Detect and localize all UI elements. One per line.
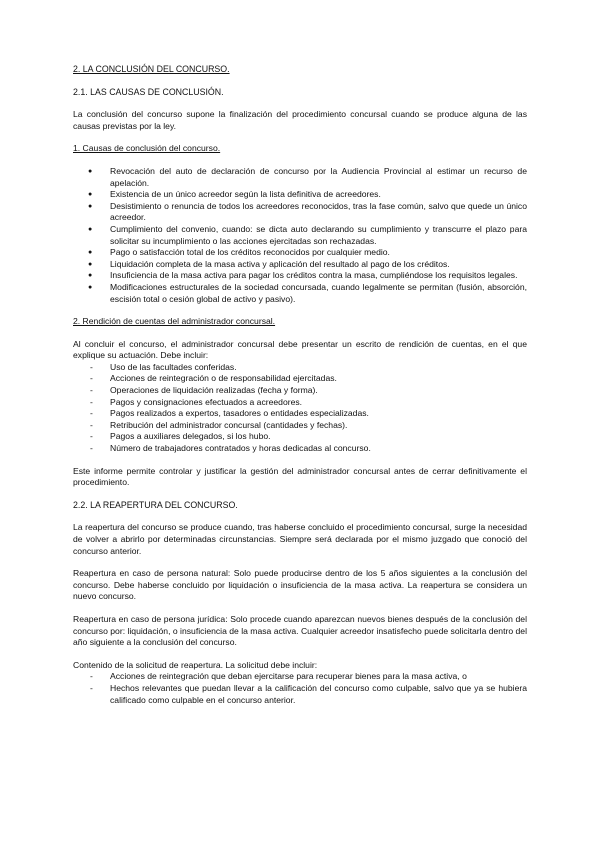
persona-natural-label: Reapertura en caso de persona natural: <box>73 568 231 579</box>
list-item: ● Existencia de un único acreedor según la lista definitiva de acreedores. <box>73 189 527 201</box>
persona-natural-paragraph <box>73 568 527 603</box>
list-item: ● Desistimiento o renuncia de todos los acreedores reconocidos, tras la fase común, salvo que quede un único acreedor. <box>73 201 527 224</box>
rendicion-heading: 2. Rendición de cuentas del administrador concursal. <box>73 316 276 327</box>
list-item: - Pagos a auxiliares delegados, si los hubo. <box>73 431 527 443</box>
list-item: ● Insuficiencia de la masa activa para pagar los créditos contra la masa, cumpliéndose los requisitos legales. <box>73 270 527 282</box>
list-item: ● Cumplimiento del convenio, cuando: se dicta auto declarando su cumplimiento y transcurre el plazo para solicitar su incumplimiento o las acciones ejercitadas son rechazadas. <box>73 224 527 247</box>
contenido-intro: Contenido de la solicitud de reapertura. La solicitud debe incluir: <box>73 659 318 670</box>
list-item: - Retribución del administrador concursal (cantidades y fechas). <box>73 420 527 432</box>
persona-natural-text: Solo puede producirse dentro de los 5 años siguientes a la conclusión del concurso. Debe haberse concluido por liquidación o insuficiencia de la masa activa. La reapertura se considera un nuevo concurso. <box>73 568 527 602</box>
subsection-title: 2.2. LA REAPERTURA DEL CONCURSO. <box>73 499 238 510</box>
list-item: - Acciones de reintegración o de responsabilidad ejercitadas. <box>73 373 527 385</box>
persona-juridica-paragraph <box>73 614 527 649</box>
document-page <box>73 64 527 706</box>
list-item: - Pagos y consignaciones efectuados a acreedores. <box>73 397 527 409</box>
list-item: ● Pago o satisfacción total de los créditos reconocidos por cualquier medio. <box>73 247 527 259</box>
list-item: - Uso de las facultades conferidas. <box>73 362 527 374</box>
section-title: 2. LA CONCLUSIÓN DEL CONCURSO. <box>73 64 230 74</box>
persona-juridica-label: Reapertura en caso de persona jurídica: <box>73 613 228 624</box>
causas-heading: 1. Causas de conclusión del concurso. <box>73 143 221 154</box>
list-item: - Acciones de reintegración que deban ejercitarse para recuperar bienes para la masa activa, o <box>73 671 527 683</box>
rendicion-intro: Al concluir el concurso, el administrador concursal debe presentar un escrito de rendición de cuentas, en el que explique su actuación. Debe incluir: <box>73 338 527 361</box>
list-item: - Pagos realizados a expertos, tasadores o entidades especializadas. <box>73 408 527 420</box>
list-item: - Número de trabajadores contratados y horas dedicadas al concurso. <box>73 443 527 455</box>
list-item: ● Liquidación completa de la masa activa y aplicación del resultado al pago de los créditos. <box>73 259 527 271</box>
list-item: - Operaciones de liquidación realizadas (fecha y forma). <box>73 385 527 397</box>
persona-juridica-text: Solo procede cuando aparezcan nuevos bienes después de la conclusión del concurso por: liquidación, o insuficiencia de la masa activa. Cualquier acreedor insatisfecho puede solicitarla dentro del año siguiente a la conclusión del concurso. <box>73 613 527 648</box>
causas-list <box>73 166 527 305</box>
contenido-list <box>73 671 527 706</box>
rendicion-list <box>73 362 527 455</box>
subsection-title: 2.1. LAS CAUSAS DE CONCLUSIÓN. <box>73 86 224 97</box>
list-item: - Hechos relevantes que puedan llevar a la calificación del concurso como culpable, salvo que ya se hubiera calificado como culpable en el concurso anterior. <box>73 683 527 706</box>
reapertura-intro: La reapertura del concurso se produce cuando, tras haberse concluido el procedimiento concursal, surge la necesidad de volver a abrirlo por determinadas circunstancias. Siempre será declarada por el mismo juzgado que conoció del concurso anterior. <box>73 522 527 556</box>
list-item: ● Modificaciones estructurales de la sociedad concursada, cuando legalmente se permitan (fusión, absorción, escisión total o cesión global de activo y pasivo). <box>73 282 527 305</box>
rendicion-outro: Este informe permite controlar y justificar la gestión del administrador concursal antes de cerrar definitivamente el procedimiento. <box>73 465 527 488</box>
list-item: ● Revocación del auto de declaración de concurso por la Audiencia Provincial al estimar un recurso de apelación. <box>73 166 527 189</box>
intro-paragraph: La conclusión del concurso supone la finalización del procedimiento concursal cuando se produce alguna de las causas previstas por la ley. <box>73 109 527 131</box>
